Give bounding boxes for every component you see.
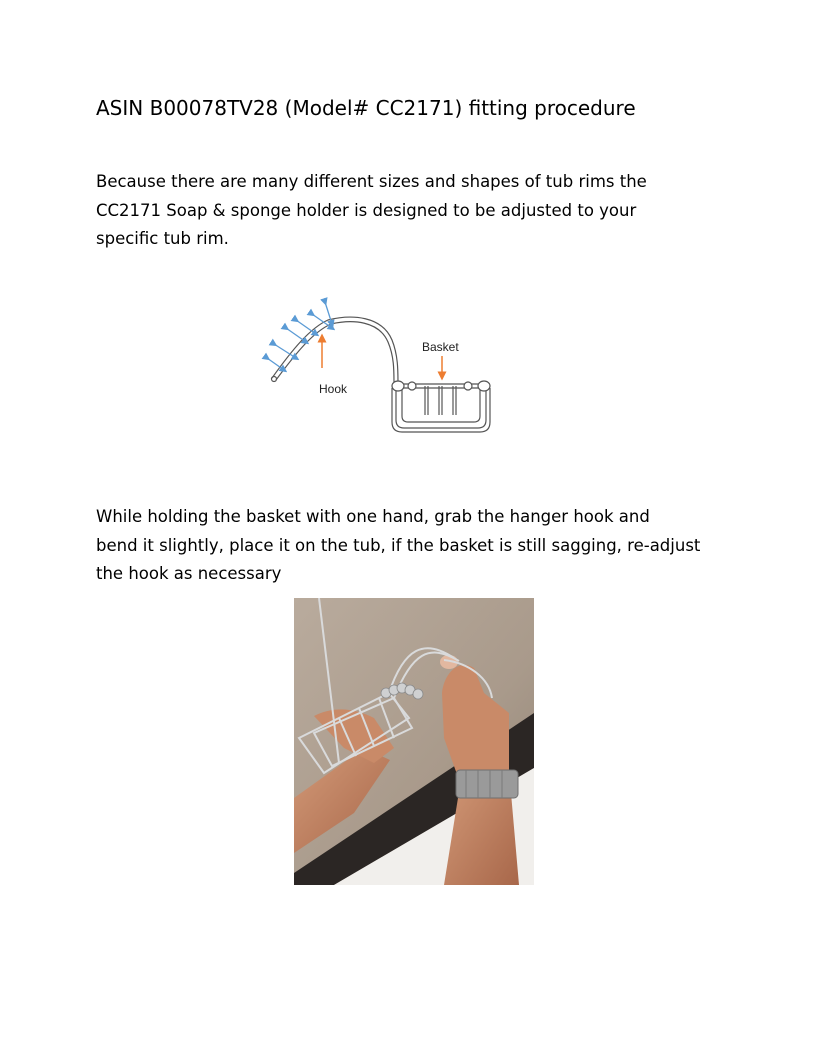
hands-adjusting-holder-photo [294, 598, 534, 885]
page-title: ASIN B00078TV28 (Model# CC2171) fitting procedure [96, 96, 636, 120]
intro-line: Because there are many different sizes and shapes of tub rims the [96, 172, 647, 191]
instruction-line: the hook as necessary [96, 564, 282, 583]
holder-diagram [252, 290, 508, 440]
hook-label: Hook [319, 382, 348, 396]
intro-line: CC2171 Soap & sponge holder is designed to be adjusted to your [96, 200, 637, 220]
basket-label: Basket [422, 340, 459, 354]
instruction-paragraph [96, 503, 736, 589]
instruction-line: While holding the basket with one hand, grab the hanger hook and [96, 507, 650, 526]
intro-line: specific tub rim. [96, 229, 229, 248]
hook-wire [272, 317, 399, 384]
instruction-line: bend it slightly, place it on the tub, if the basket is still sagging, re-adjust [96, 535, 701, 555]
basket-drawing [392, 381, 490, 432]
intro-paragraph [96, 168, 736, 254]
